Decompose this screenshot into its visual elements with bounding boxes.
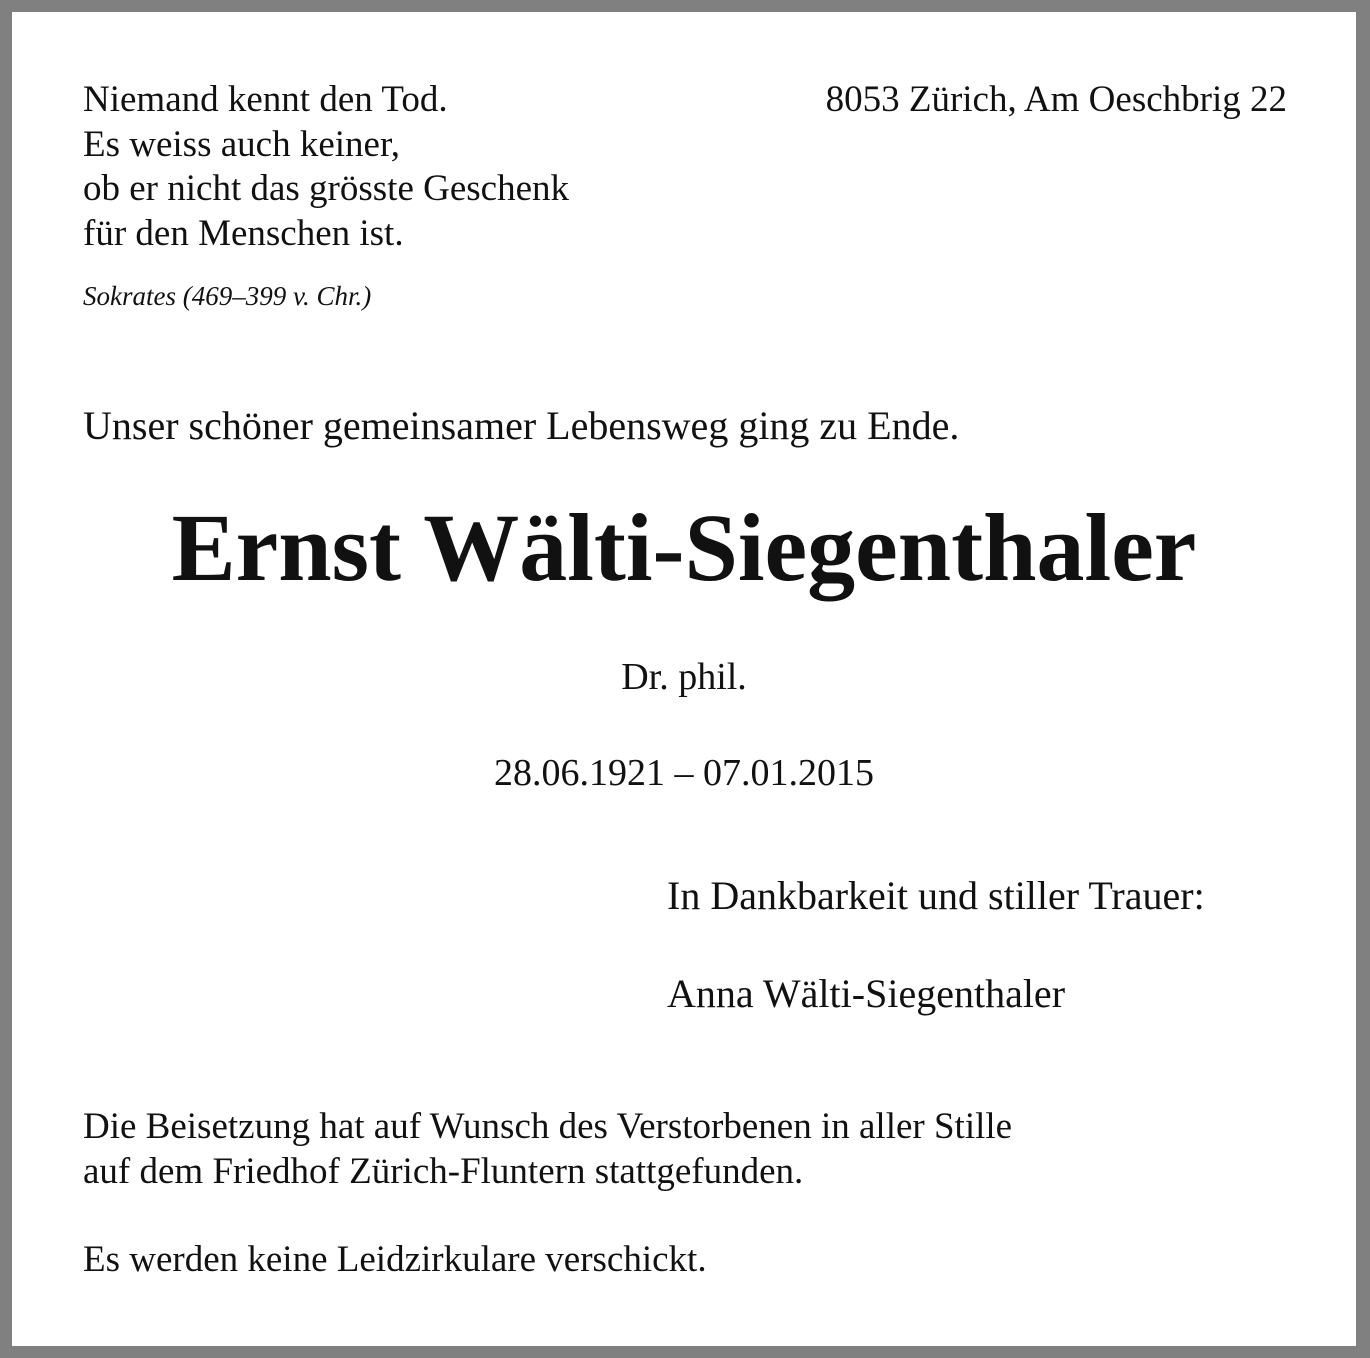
quote-author: Sokrates (469–399 v. Chr.) — [83, 281, 372, 311]
deceased-name: Ernst Wälti-Siegenthaler — [171, 494, 1197, 601]
obituary-notice — [12, 12, 1356, 1346]
academic-title: Dr. phil. — [621, 656, 747, 698]
burial-line: Die Beisetzung hat auf Wunsch des Verstorbenen in aller Stille — [83, 1106, 1013, 1147]
quote-line: ob er nicht das grösste Geschenk — [83, 168, 570, 209]
quote-line: Es weiss auch keiner, — [83, 123, 401, 165]
quote-line: Niemand kennt den Tod. — [83, 79, 448, 120]
quote-line: für den Menschen ist. — [83, 212, 404, 254]
address: 8053 Zürich, Am Oeschbrig 22 — [825, 79, 1287, 120]
quote-block — [83, 78, 569, 256]
circular-notice: Es werden keine Leidzirkulare verschickt. — [83, 1239, 707, 1280]
mourner-names: Anna Wälti-Siegenthaler — [667, 971, 1066, 1016]
intro-text: Unser schöner gemeinsamer Lebensweg ging zu Ende. — [83, 403, 960, 448]
burial-info — [83, 1104, 1012, 1194]
life-dates: 28.06.1921 – 07.01.2015 — [494, 752, 874, 794]
mourning-heading: In Dankbarkeit und stiller Trauer: — [667, 873, 1205, 918]
burial-line: auf dem Friedhof Zürich-Fluntern stattgefunden. — [83, 1151, 804, 1192]
